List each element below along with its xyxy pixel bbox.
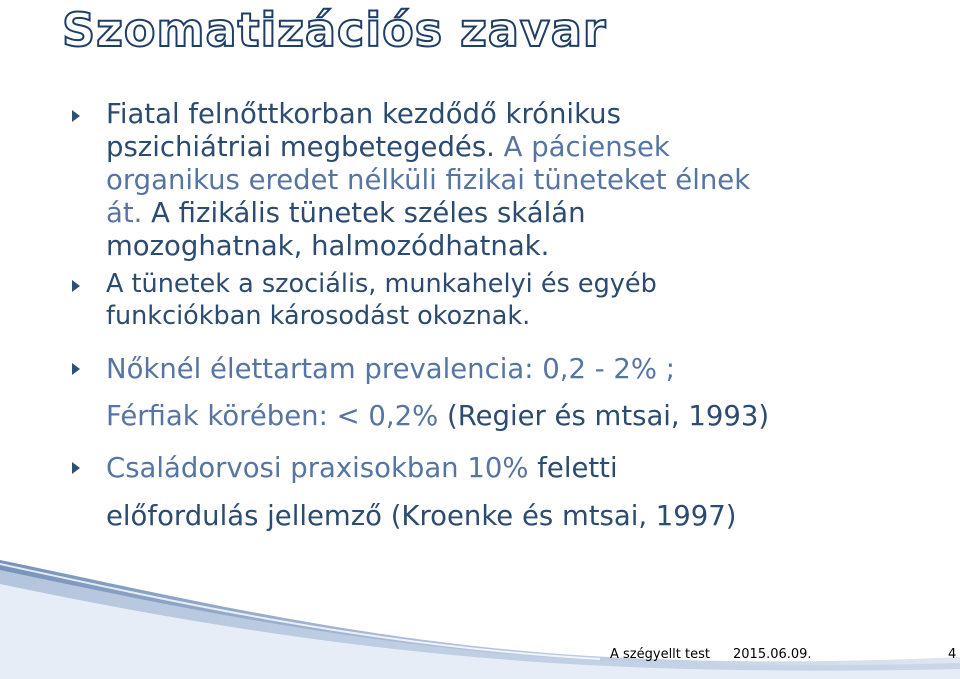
bullet-line	[106, 230, 936, 263]
bullet-line	[106, 444, 936, 492]
bullet-line	[106, 98, 936, 131]
text-run: át.	[106, 197, 143, 229]
triangle-bullet-icon	[72, 280, 80, 292]
bullet-text	[106, 98, 936, 263]
bullet-line	[106, 346, 936, 393]
footer-date: 2015.06.09.	[733, 647, 812, 662]
footer-page-number: 4	[948, 647, 957, 662]
text-run: A fizikális tünetek széles skálán	[142, 197, 586, 229]
text-run: A páciensek	[503, 131, 670, 163]
text-run: A tünetek a szociális, munkahelyi és egyéb	[106, 269, 657, 299]
bullet-text	[106, 268, 936, 332]
triangle-bullet-icon	[72, 363, 80, 375]
bullet-line	[106, 492, 936, 540]
text-run: Férfiak körében: < 0,2%	[106, 400, 439, 432]
text-run: feletti	[528, 452, 618, 484]
slide-title: Szomatizációs zavar	[62, 3, 607, 57]
bullet-line	[106, 131, 936, 164]
triangle-bullet-icon	[72, 462, 80, 474]
triangle-bullet-icon	[72, 110, 80, 122]
bullet-text	[106, 444, 936, 540]
bullet-line	[106, 268, 936, 300]
text-run: előfordulás jellemző (Kroenke és mtsai, 1997)	[106, 500, 737, 532]
text-run: (Regier és mtsai, 1993)	[438, 400, 770, 432]
text-run: organikus eredet nélküli fizikai tüneteket élnek	[106, 164, 751, 196]
decorative-wave	[0, 560, 960, 679]
bullet-line	[106, 393, 936, 440]
bullet-line	[106, 197, 936, 230]
text-run: Nőknél élettartam prevalencia: 0,2 - 2% ;	[106, 353, 676, 385]
bullet-line	[106, 300, 936, 332]
text-run: mozoghatnak, halmozódhatnak.	[106, 230, 550, 262]
text-run: Családorvosi praxisokban 10%	[106, 452, 529, 484]
bullet-text	[106, 346, 936, 440]
footer-presentation-title: A szégyellt test	[610, 647, 710, 662]
text-run: pszichiátriai megbetegedés.	[106, 131, 504, 163]
bullet-line	[106, 164, 936, 197]
text-run: funkciókban károsodást okoznak.	[106, 301, 531, 331]
text-run: Fiatal felnőttkorban kezdődő krónikus	[106, 98, 621, 130]
